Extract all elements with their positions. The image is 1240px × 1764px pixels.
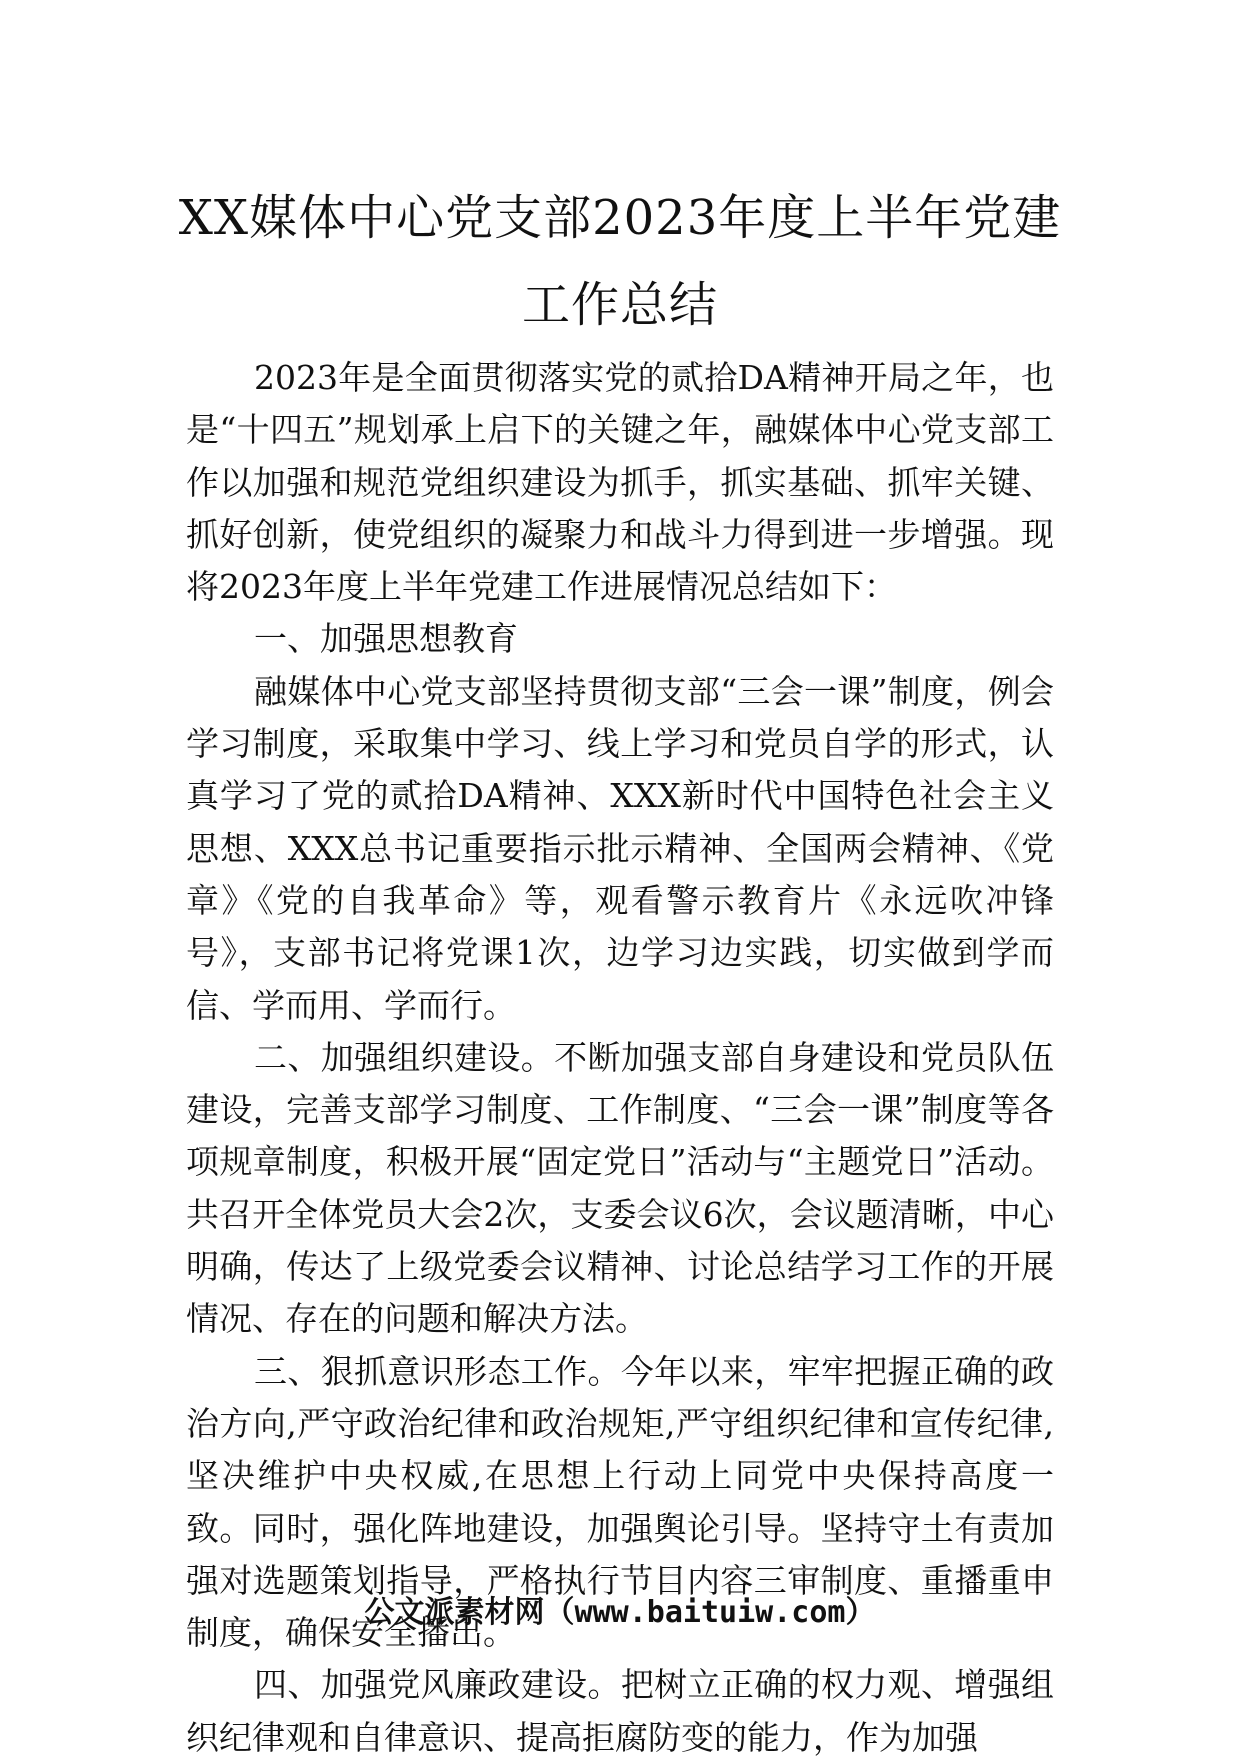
document-title-line-2: 工作总结 <box>521 277 718 333</box>
document-title-line-1: XX媒体中心党支部2023年度上半年党建 <box>178 190 1062 246</box>
paragraph-section-1: 融媒体中心党支部坚持贯彻支部“三会一课”制度，例会学习制度，采取集中学习、线上学习和党员自学的形式，认真学习了党的贰拾DA精神、XXX新时代中国特色社会主义思想、XXX总书记重要指示批示精神、全国两会精神、《党章》《党的自我革命》等，观看警示教育片《永远吹冲锋号》，支部书记将党课1次，边学习边实践，切实做到学而信、学而用、学而行。 <box>186 671 1054 1025</box>
paragraph-intro: 2023年是全面贯彻落实党的贰拾DA精神开局之年，也是“十四五”规划承上启下的关键之年，融媒体中心党支部工作以加强和规范党组织建设为抓手，抓实基础、抓牢关键、抓好创新，使党组织的凝聚力和战斗力得到进一步增强。现将2023年度上半年党建工作进展情况总结如下： <box>186 358 1054 607</box>
paragraph-section-2: 二、加强组织建设。不断加强支部自身建设和党员队伍建设，完善支部学习制度、工作制度、“三会一课”制度等各项规章制度，积极开展“固定党日”活动与“主题党日”活动。共召开全体党员大会2次，支委会议6次，会议题清晰，中心明确，传达了上级党委会议精神、讨论总结学习工作的开展情况、存在的问题和解决方法。 <box>186 1037 1054 1339</box>
document-body <box>186 352 1054 1764</box>
paragraph-section-4: 四、加强党风廉政建设。把树立正确的权力观、增强组织纪律观和自律意识、提高拒腐防变的能力，作为加强 <box>186 1665 1054 1757</box>
paragraph-section-3: 三、狠抓意识形态工作。今年以来，牢牢把握正确的政治方向,严守政治纪律和政治规矩,严守组织纪律和宣传纪律,坚决维护中央权威,在思想上行动上同党中央保持高度一致。同时，强化阵地建设，加强舆论引导。坚持守土有责加强对选题策划指导，严格执行节目内容三审制度、重播重申制度，确保安全播出。 <box>186 1351 1054 1653</box>
page-footer-watermark: 公文派素材网（www.baituiw.com） <box>364 1595 876 1630</box>
section-heading-1: 一、加强思想教育 <box>254 619 518 659</box>
